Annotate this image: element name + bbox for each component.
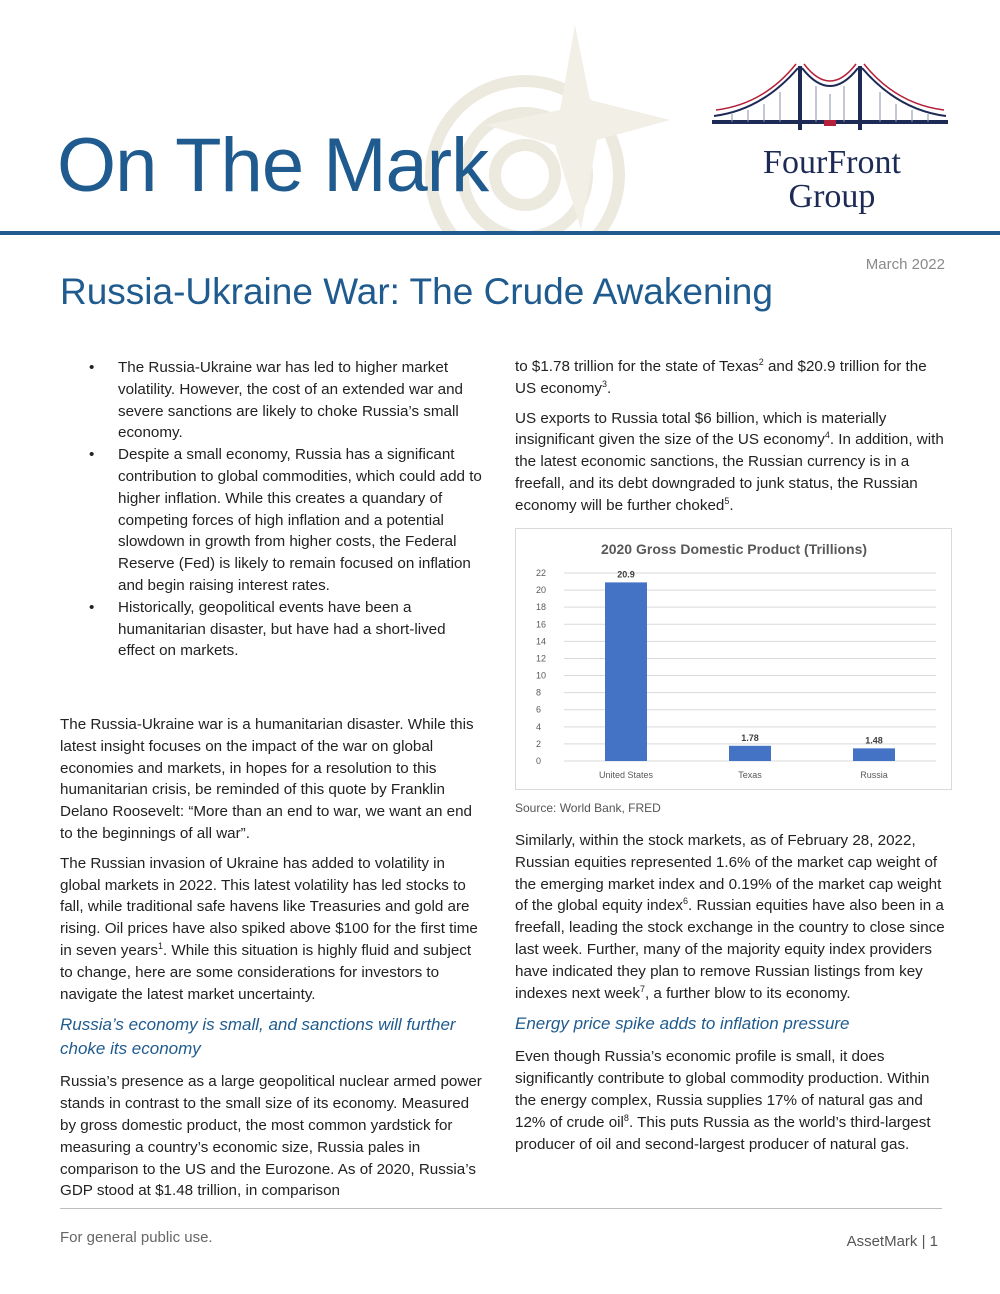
x-category-label: Texas (738, 770, 762, 780)
y-tick-label: 22 (536, 568, 547, 578)
footnote-ref: 8 (623, 1112, 629, 1123)
left-column (89, 357, 484, 662)
bar-data-label: 20.9 (617, 569, 635, 580)
issue-date: March 2022 (865, 256, 945, 273)
footnote-ref: 1 (157, 940, 163, 951)
logo-line-2: Group (788, 178, 876, 215)
newsletter-title: On The Mark (57, 123, 489, 208)
y-tick-label: 14 (536, 636, 547, 647)
y-tick-label: 10 (536, 670, 547, 681)
paragraph-gdp: Russia’s presence as a large geopolitical nuclear armed power stands in contrast to the small size of its economy. Measured by gross domestic product, the most common yardstick for measuring a country’s economic size, Russia pales in comparison to the US and the Eurozone. As of 2020, Russia’s GDP stood at $1.48 trillion, in comparison (60, 1073, 482, 1200)
chart-title: 2020 Gross Domestic Product (Trillions) (600, 541, 868, 557)
chart-source: Source: World Bank, FRED (515, 801, 661, 815)
x-category-label: United States (598, 770, 654, 780)
gdp-chart-svg (516, 529, 951, 789)
paragraph-equities: Similarly, within the stock markets, as of February 28, 2022, Russian equities represented 1.6% of the market cap weight of the emerging market index and 0.19% of the market cap weight of the global equity index$^6$. Russian equities have also been in a freefall, leading the stock exchange in the country to close since last week. Further, many of the majority equity index providers have indicated they plan to remove Russian listings from key indexes next week$^7$, a further blow to its economy. (515, 832, 945, 1002)
right-bottom (515, 830, 945, 1163)
x-category-label: Russia (860, 770, 888, 780)
section-heading-economy: Russia’s economy is small, and sanctions will further choke its economy (60, 1015, 456, 1059)
bar-data-label: 1.48 (865, 735, 883, 746)
bar-data-label: 1.78 (741, 732, 759, 743)
key-point: • Historically, geopolitical events have been a humanitarian disaster, but have had a short-lived effect on markets. (89, 597, 484, 662)
y-tick-label: 6 (536, 704, 542, 715)
left-body (60, 714, 484, 1210)
footnote-ref: 3 (601, 378, 607, 389)
y-tick-label: 4 (536, 721, 542, 732)
footnote-ref: 2 (758, 356, 764, 367)
article-headline: Russia-Ukraine War: The Crude Awakening (60, 271, 773, 312)
y-tick-label: 12 (536, 653, 547, 664)
y-tick-label: 18 (536, 602, 547, 613)
y-tick-label: 20 (536, 585, 547, 596)
gdp-chart (515, 528, 952, 790)
footnote-ref: 6 (683, 896, 689, 907)
key-point: • Despite a small economy, Russia has a significant contribution to global commodities, which could add to higher inflation. While this creates a quandary of competing forces of high inflation and a potential slowdown in growth from higher costs, the Federal Reserve (Fed) is likely to remain focused on inflation and begin raising interest rates. (89, 444, 484, 597)
header-rule (0, 231, 1000, 235)
paragraph-volatility: The Russian invasion of Ukraine has added to volatility in global markets in 2022. This latest volatility has led stocks to fall, while traditional safe havens like Treasuries and gold are rising. Oil prices have also spiked above $100 for the first time in seven years$^1$. While this situation is highly fluid and subject to change, here are some considerations for investors to navigate the latest market uncertainty. (60, 854, 478, 1003)
fourfront-logo-text (742, 146, 922, 214)
footnote-ref: 7 (639, 983, 645, 994)
bar-texas (729, 746, 771, 761)
key-points-list (89, 357, 484, 662)
fourfront-logo-icon (712, 60, 948, 140)
paragraph-exports: US exports to Russia total $6 billion, which is materially insignificant given the size of the US economy$^4$. In addition, with the latest economic sanctions, the Russian currency is in a freefall, and its debt downgraded to junk status, the Russian economy will be further choked$^5$. (515, 409, 944, 514)
paragraph-energy: Even though Russia’s economic profile is small, it does significantly contribute to global commodity production. Within the energy complex, Russia supplies 17% of natural gas and 12% of crude oil$^8$. This puts Russia as the world’s third-largest producer of oil and second-largest producer of natural gas. (515, 1048, 931, 1153)
footer-page-number: AssetMark | 1 (846, 1233, 938, 1250)
footer-rule (60, 1208, 942, 1209)
section-heading-energy: Energy price spike adds to inflation pressure (515, 1014, 850, 1034)
y-tick-label: 16 (536, 619, 547, 630)
y-tick-label: 2 (536, 738, 542, 749)
y-tick-label: 8 (536, 687, 542, 698)
footnote-ref: 4 (824, 430, 830, 441)
bar-russia (853, 748, 895, 761)
bar-united-states (605, 582, 647, 761)
y-tick-label: 0 (536, 756, 542, 766)
paragraph-gdp-cont: to $1.78 trillion for the state of Texas$^2$ and $20.9 trillion for the US economy$^3$. (515, 356, 927, 397)
paragraph-intro: The Russia-Ukraine war is a humanitarian disaster. While this latest insight focuses on the impact of the war on global economies and markets, in hopes for a resolution to this humanitarian crisis, be reminded of this quote by Franklin Delano Roosevelt: “More than an end to war, we want an end to the beginnings of all war”. (60, 716, 474, 842)
footnote-ref: 5 (724, 495, 730, 506)
right-top (515, 356, 945, 525)
key-point: • The Russia-Ukraine war has led to higher market volatility. However, the cost of an extended war and severe sanctions are likely to choke Russia’s small economy. (89, 357, 484, 444)
footer-disclaimer: For general public use. (60, 1229, 213, 1246)
logo-line-1: FourFront (763, 144, 901, 181)
